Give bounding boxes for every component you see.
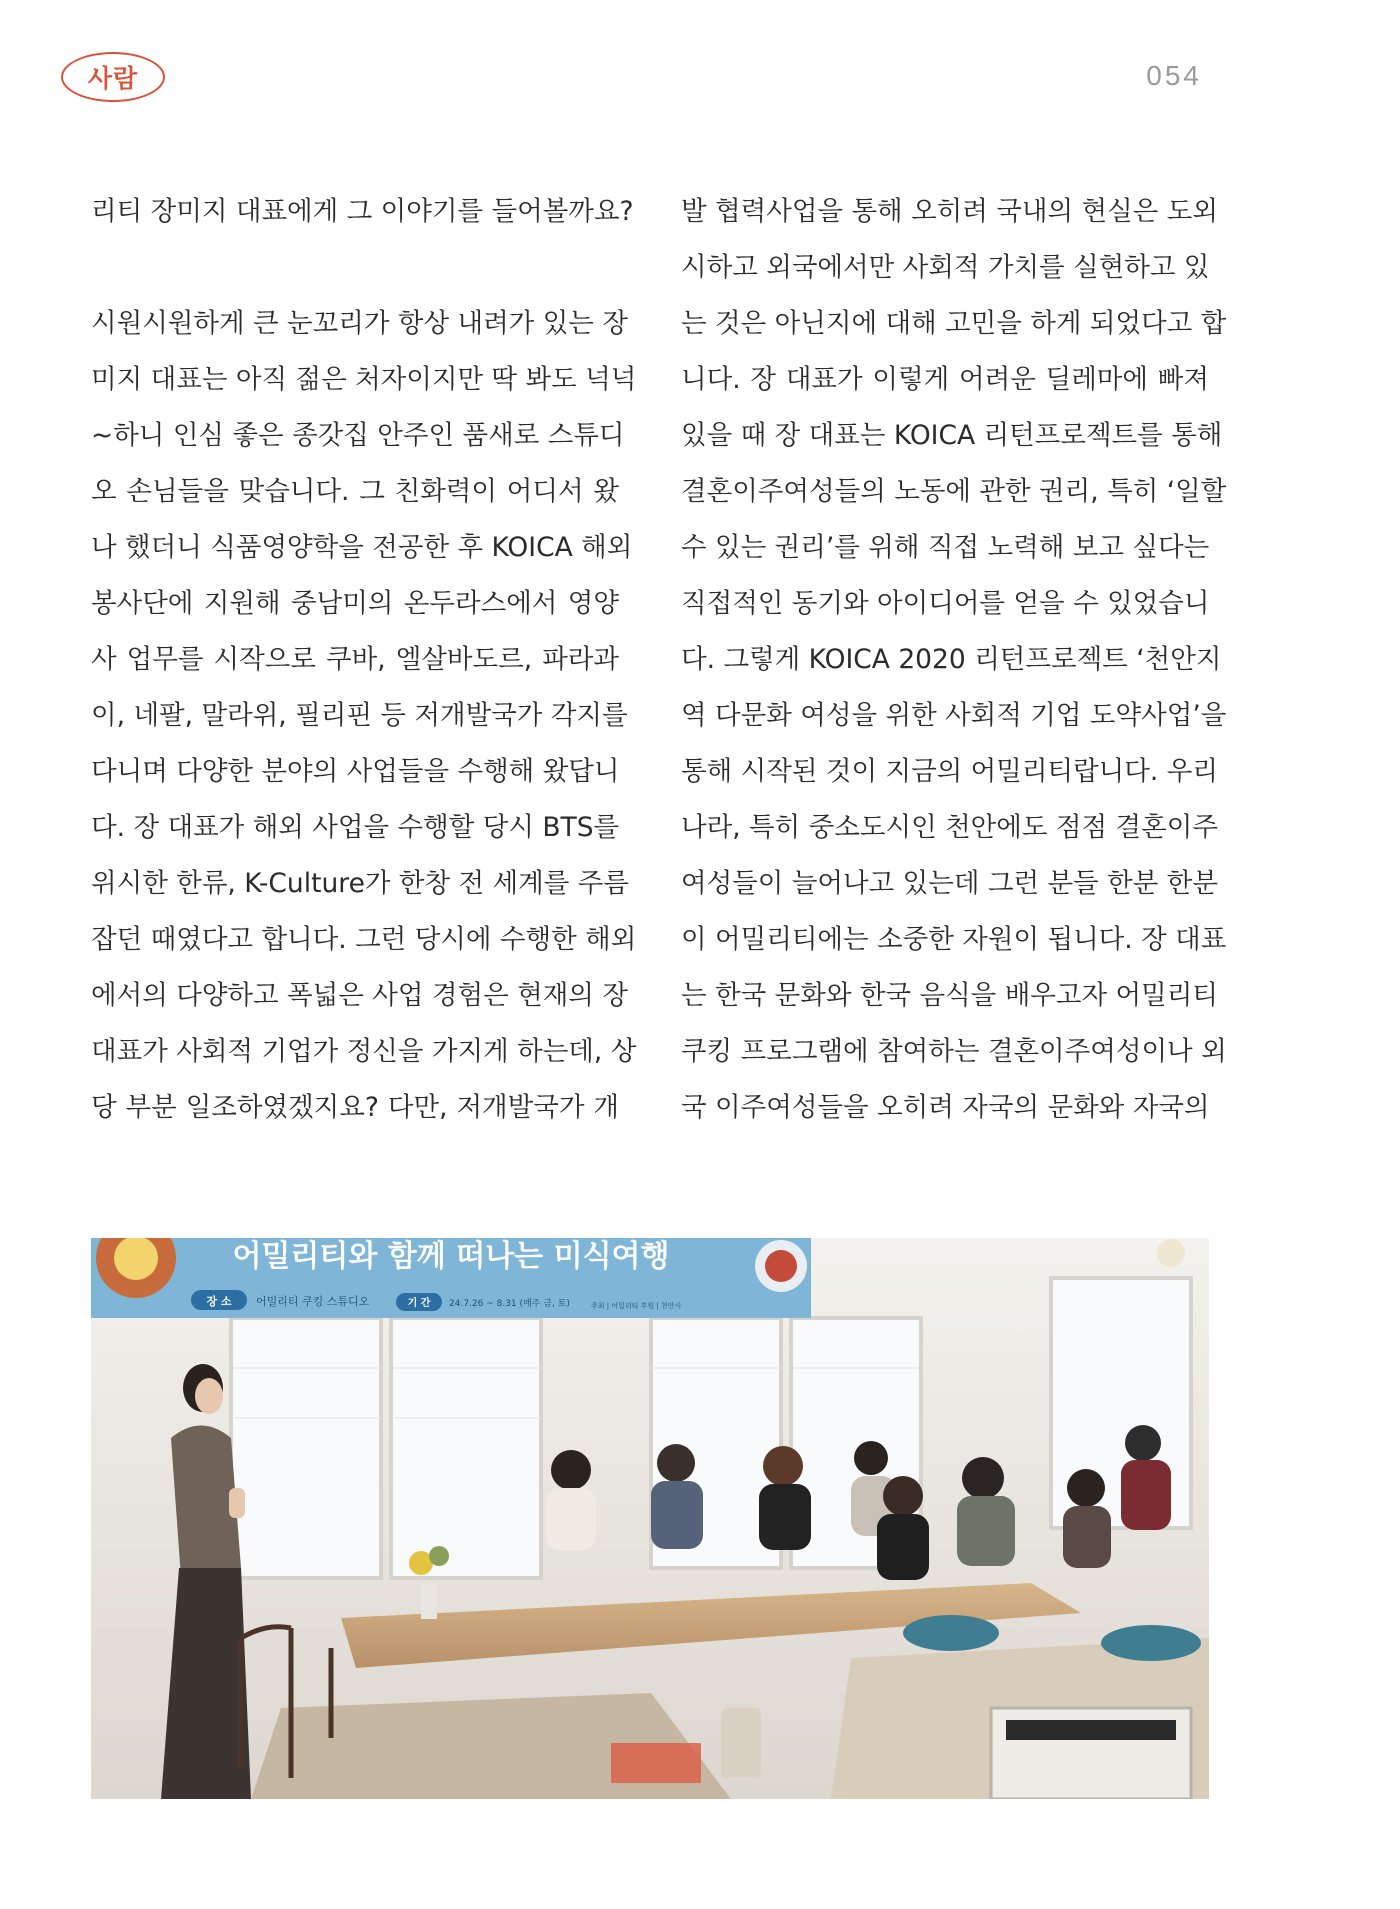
paragraph-body	[91, 296, 637, 1136]
text-line: 역 다문화 여성을 위한 사회적 기업 도약사업’을	[681, 700, 1227, 731]
text-line: 나 했더니 식품영양학을 전공한 후 KOICA 해외	[91, 532, 633, 563]
food-container	[611, 1743, 701, 1783]
event-banner	[91, 1238, 811, 1318]
venue-label: 장 소	[206, 1295, 232, 1308]
text-line: 리티 장미지 대표에게 그 이야기를 들어볼까요?	[91, 196, 634, 227]
text-line: 국 이주여성들을 오히려 자국의 문화와 자국의	[681, 1092, 1210, 1123]
text-line: 다니며 다양한 분야의 사업들을 수행해 왔답니	[91, 756, 620, 787]
text-line: 당 부분 일조하였겠지요? 다만, 저개발국가 개	[91, 1092, 619, 1123]
text-line: 직접적인 동기와 아이디어를 얻을 수 있었습니	[681, 588, 1210, 619]
section-badge	[61, 52, 165, 102]
text-line: 미지 대표는 아직 젊은 처자이지만 딱 봐도 넉넉	[91, 364, 637, 395]
paragraph-body	[681, 184, 1227, 1136]
section-label: 사람	[87, 64, 139, 93]
banner-title: 어밀리티와 함께 떠나는 미식여행	[232, 1239, 670, 1274]
text-line: 위시한 한류, K-Culture가 한창 전 세계를 주름	[91, 868, 629, 899]
venue-value: 어밀리티 쿠킹 스튜디오	[256, 1295, 370, 1308]
text-line: 다. 장 대표가 해외 사업을 수행할 당시 BTS를	[91, 812, 620, 843]
text-line: 있을 때 장 대표는 KOICA 리턴프로젝트를 통해	[681, 420, 1223, 451]
period-value: 24.7.26 ~ 8.31 (매주 금, 토)	[449, 1299, 570, 1309]
left-column	[91, 184, 637, 1136]
paragraph-intro	[91, 184, 634, 240]
text-line: 는 것은 아닌지에 대해 고민을 하게 되었다고 합	[681, 308, 1227, 339]
text-line: 봉사단에 지원해 중남미의 온두라스에서 영양	[91, 588, 619, 619]
text-line: 나라, 특히 중소도시인 천안에도 점점 결혼이주	[681, 812, 1218, 843]
text-line: 니다. 장 대표가 이렇게 어려운 딜레마에 빠져	[681, 364, 1209, 395]
period-label: 기 간	[407, 1298, 431, 1309]
text-line: 이 어밀리티에는 소중한 자원이 됩니다. 장 대표	[681, 924, 1227, 955]
chandelier	[1157, 1239, 1185, 1267]
text-line: 통해 시작된 것이 지금의 어밀리티랍니다. 우리	[681, 756, 1218, 787]
text-line: 이, 네팔, 말라위, 필리핀 등 저개발국가 각지를	[91, 700, 628, 731]
text-line: 시하고 외국에서만 사회적 가치를 실현하고 있	[681, 252, 1210, 283]
text-line: ~하니 인심 좋은 종갓집 안주인 품새로 스튜디	[91, 420, 625, 451]
photo-illustration	[91, 1238, 1209, 1799]
text-line: 사 업무를 시작으로 쿠바, 엘살바도르, 파라과	[91, 644, 619, 675]
right-column	[681, 184, 1227, 1136]
text-line: 수 있는 권리’를 위해 직접 노력해 보고 싶다는	[681, 532, 1210, 563]
text-line: 시원시원하게 큰 눈꼬리가 항상 내려가 있는 장	[91, 308, 628, 339]
text-line: 쿠킹 프로그램에 참여하는 결혼이주여성이나 외	[681, 1036, 1227, 1067]
bottle	[721, 1708, 761, 1778]
text-line: 여성들이 늘어나고 있는데 그런 분들 한분 한분	[681, 868, 1218, 899]
page-number: 054	[1146, 60, 1202, 91]
text-line: 다. 그렇게 KOICA 2020 리턴프로젝트 ‘천안지	[681, 644, 1222, 675]
text-line: 오 손님들을 맞습니다. 그 친화력이 어디서 왔	[91, 476, 619, 507]
sponsor-text: 주최 | 어밀리티 후원 | 천안시	[591, 1302, 682, 1310]
text-line: 결혼이주여성들의 노동에 관한 권리, 특히 ‘일할	[681, 476, 1227, 507]
text-line: 발 협력사업을 통해 오히려 국내의 현실은 도외	[681, 196, 1218, 227]
text-line: 는 한국 문화와 한국 음식을 배우고자 어밀리티	[681, 980, 1218, 1011]
text-line: 대표가 사회적 기업가 정신을 가지게 하는데, 상	[91, 1036, 637, 1067]
text-line: 잡던 때였다고 합니다. 그런 당시에 수행한 해외	[91, 924, 637, 955]
cooking-class-photo	[91, 1238, 1209, 1799]
text-line: 에서의 다양하고 폭넓은 사업 경험은 현재의 장	[91, 980, 628, 1011]
pot	[1101, 1625, 1201, 1661]
pot	[903, 1615, 999, 1651]
